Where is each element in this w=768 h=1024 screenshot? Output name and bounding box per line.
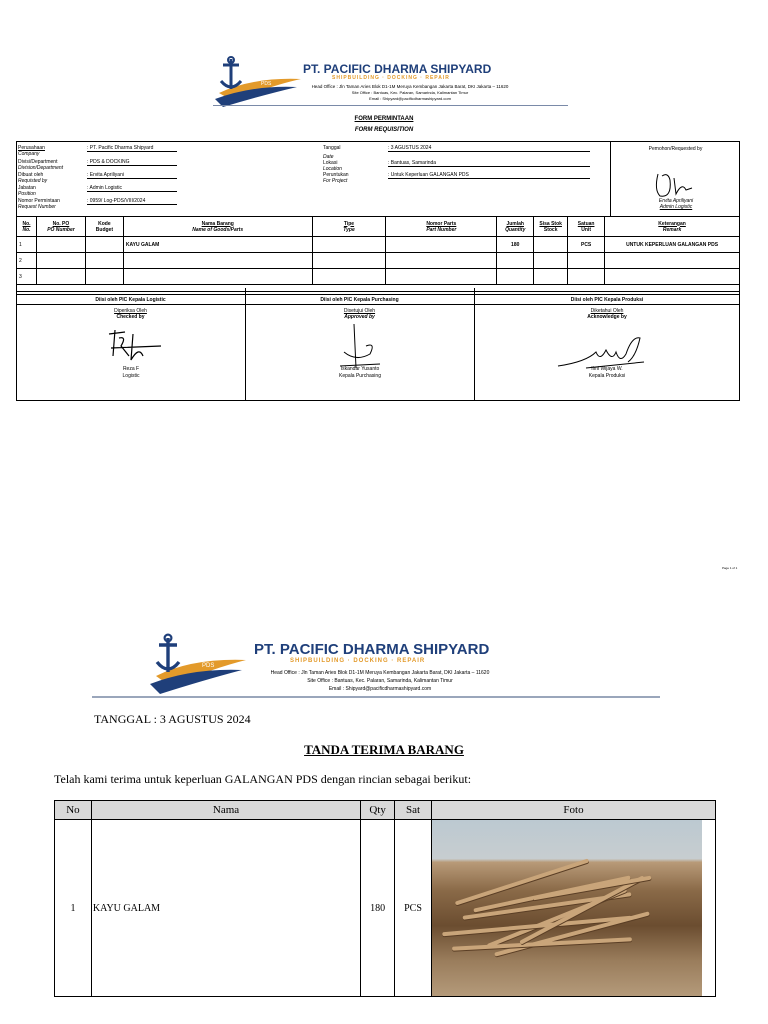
field-position: Jabatan Position : Admin Logistic bbox=[18, 185, 188, 198]
head-office: Head Office : Jln Taman Aries Blok D1-1M Meruya Kembangan Jakarta Barat, DKI Jakarta – 11620 bbox=[311, 84, 509, 89]
table-row: 1 KAYU GALAM 180 PCS bbox=[55, 820, 716, 997]
company-name-2: PT. PACIFIC DHARMA SHIPYARD bbox=[254, 641, 490, 658]
logo-badge-2: PDS bbox=[202, 663, 215, 669]
items-table-header: No. No. No. PO PO Number Kode Budget Nama Barang Name of Goods/Parts Tipe Type Nomor Parts Part Number Jumlah Quantity Sisa Stok Stock Satuan Unit Keterangan Remark bbox=[17, 217, 740, 237]
checked-by-title: Diperiksa Oleh bbox=[114, 308, 147, 314]
approved-by-title: Disetujui Oleh bbox=[343, 308, 376, 314]
acknowledged-by-title-en: Acknowledge by bbox=[587, 314, 627, 320]
approver-signature bbox=[336, 322, 386, 372]
field-division: Divisi/Department Division/Department : PDS & DOCKING bbox=[18, 159, 188, 172]
approver-position: Kepala Purchasing bbox=[339, 373, 381, 379]
acknowledger-signature bbox=[556, 332, 646, 370]
form-subtitle: FORM REQUISITION bbox=[354, 127, 414, 133]
field-company: Perusahaan Company : PT. Pacific Dharma Shipyard bbox=[18, 145, 188, 159]
requester-title: Pemohon/Requested by bbox=[648, 146, 703, 152]
receipt-table-header: No Nama Qty Sat Foto bbox=[55, 801, 716, 820]
head-office-2: Head Office : Jln Taman Aries Blok D1-1M Meruya Kembangan Jakarta Barat, DKI Jakarta – 11620 bbox=[270, 670, 490, 676]
checker-signature bbox=[105, 326, 165, 364]
company-email: Email : Shipyard@pacificdharmashipyard.com bbox=[369, 96, 451, 101]
field-project: Peruntukan : Untuk Keperluan GALANGAN PDS bbox=[323, 172, 593, 178]
field-date: Tanggal : 3 AGUSTUS 2024 bbox=[323, 145, 593, 154]
header-divider-2 bbox=[92, 696, 660, 698]
page-number: Page 1 of 1 bbox=[722, 566, 738, 570]
receipt-intro: Telah kami terima untuk keperluan GALANGAN PDS dengan rincian sebagai berikut: bbox=[54, 772, 472, 786]
approval-section-production: Diisi oleh PIC Kepala Produksi bbox=[570, 297, 644, 303]
field-request-number: Nomor Permintaan Request Number : 0959/ Log-PDS/VIII/2024 bbox=[18, 198, 188, 211]
receipt-date: TANGGAL : 3 AGUSTUS 2024 bbox=[94, 712, 251, 726]
checker-name: Reza F bbox=[122, 366, 140, 372]
table-row: 2 bbox=[17, 253, 740, 269]
requester-position: Admin Logistic bbox=[659, 204, 693, 210]
logo-badge: PDS bbox=[261, 81, 272, 87]
acknowledger-position: Kepala Produksi bbox=[588, 373, 626, 379]
table-row: 3 bbox=[17, 269, 740, 285]
company-logo-2 bbox=[148, 632, 248, 694]
company-email-2: Email : Shipyard@pacificdharmashipyard.com bbox=[328, 686, 432, 692]
approver-name: Iskandar Yusanto bbox=[340, 366, 380, 372]
approved-by-title-en: Approved by bbox=[344, 314, 375, 320]
items-table bbox=[16, 216, 740, 292]
header-divider bbox=[213, 105, 568, 106]
site-office-2: Site Office : Bantuas, Kec. Palaran, Samarinda, Kalimantan Timur bbox=[307, 678, 453, 684]
fields-mid: Tanggal : 3 AGUSTUS 2024 Date Lokasi : Bantuas, Samarinda Location Peruntukan : Untuk Keperluan GALANGAN PDS For Project bbox=[323, 145, 593, 184]
company-tagline: SHIPBUILDING · DOCKING · REPAIR bbox=[332, 75, 450, 81]
acknowledger-name: Ilmi Wijaya W. bbox=[591, 366, 623, 372]
checker-position: Logistic bbox=[122, 373, 140, 379]
approval-section-logistic: Diisi oleh PIC Kepala Logistic bbox=[95, 297, 166, 303]
field-location: Lokasi : Bantuas, Samarinda bbox=[323, 160, 593, 166]
receipt-table bbox=[54, 800, 716, 997]
receipt-title: TANDA TERIMA BARANG bbox=[304, 742, 464, 757]
approval-section-purchasing: Diisi oleh PIC Kepala Purchasing bbox=[320, 297, 399, 303]
goods-photo bbox=[432, 820, 702, 996]
company-tagline-2: SHIPBUILDING · DOCKING · REPAIR bbox=[290, 658, 426, 664]
table-row: 1 KAYU GALAM 180 PCS UNTUK KEPERLUAN GALANGAN PDS bbox=[17, 237, 740, 253]
requester-signature bbox=[652, 170, 700, 200]
form-title: FORM PERMINTAAN bbox=[354, 116, 414, 122]
company-name: PT. PACIFIC DHARMA SHIPYARD bbox=[303, 62, 492, 76]
checked-by-title-en: Checked by bbox=[116, 314, 145, 320]
requester-name: Ervita Apriliyani bbox=[658, 198, 694, 204]
site-office: Site Office : Bantuas, Kec. Palaran, Samarinda, Kalimantan Timur bbox=[351, 90, 469, 95]
fields-left bbox=[18, 145, 188, 211]
field-requested-by: Dibuat oleh Requisted by : Ervita Apriliyani bbox=[18, 172, 188, 185]
acknowledged-by-title: Diketahui Oleh bbox=[590, 308, 624, 314]
